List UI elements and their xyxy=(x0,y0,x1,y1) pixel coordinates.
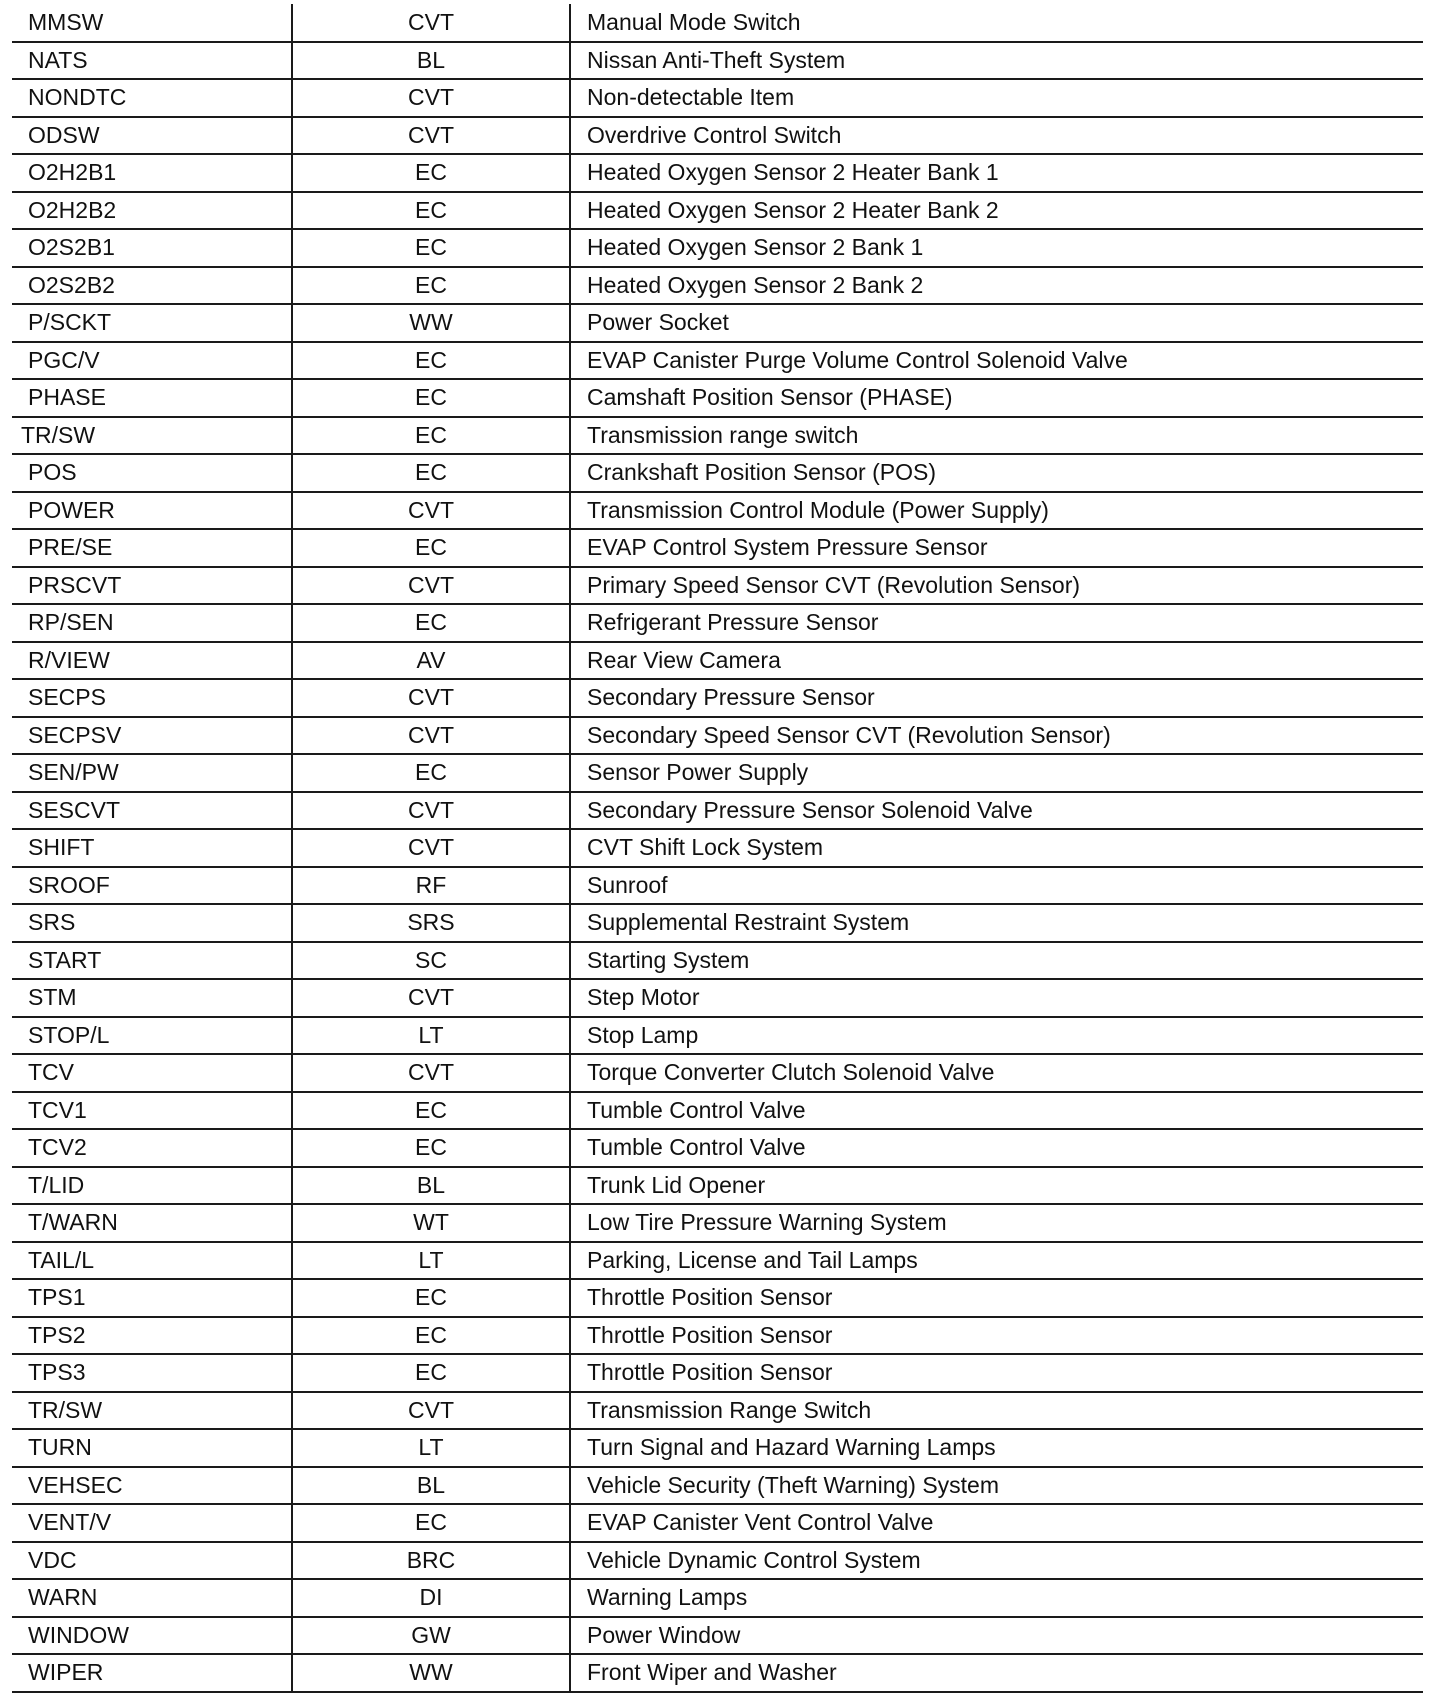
table-row xyxy=(12,417,1423,455)
description-cell: Secondary Pressure Sensor xyxy=(570,679,1423,717)
description-cell: Secondary Pressure Sensor Solenoid Valve xyxy=(570,792,1423,830)
description-cell: Low Tire Pressure Warning System xyxy=(570,1204,1423,1242)
table-row xyxy=(12,342,1423,380)
section-cell: EC xyxy=(292,1504,570,1542)
section-cell: EC xyxy=(292,529,570,567)
section-cell: LT xyxy=(292,1017,570,1055)
abbreviation-cell: O2H2B1 xyxy=(12,154,292,192)
section-cell: BL xyxy=(292,1467,570,1505)
abbreviation-cell: POS xyxy=(12,454,292,492)
table-row xyxy=(12,979,1423,1017)
table-row xyxy=(12,867,1423,905)
description-cell: Trunk Lid Opener xyxy=(570,1167,1423,1205)
abbreviation-cell: WINDOW xyxy=(12,1617,292,1655)
section-cell: CVT xyxy=(292,79,570,117)
table-row xyxy=(12,529,1423,567)
abbreviation-cell: STOP/L xyxy=(12,1017,292,1055)
abbreviation-cell: TR/SW xyxy=(12,417,292,455)
section-cell: EC xyxy=(292,454,570,492)
abbreviation-cell: TR/SW xyxy=(12,1392,292,1430)
abbreviation-cell: R/VIEW xyxy=(12,642,292,680)
section-cell: CVT xyxy=(292,117,570,155)
section-cell: EC xyxy=(292,229,570,267)
description-cell: Transmission range switch xyxy=(570,417,1423,455)
table-row xyxy=(12,79,1423,117)
table-row xyxy=(12,229,1423,267)
section-cell: EC xyxy=(292,604,570,642)
description-cell: Step Motor xyxy=(570,979,1423,1017)
table-row xyxy=(12,1579,1423,1617)
section-cell: WW xyxy=(292,1654,570,1692)
abbreviation-cell: VEHSEC xyxy=(12,1467,292,1505)
abbreviation-cell: TCV2 xyxy=(12,1129,292,1167)
section-cell: GW xyxy=(292,1617,570,1655)
table-row xyxy=(12,904,1423,942)
description-cell: Heated Oxygen Sensor 2 Bank 1 xyxy=(570,229,1423,267)
description-cell: Throttle Position Sensor xyxy=(570,1279,1423,1317)
table-row xyxy=(12,1204,1423,1242)
abbreviation-cell: O2H2B2 xyxy=(12,192,292,230)
section-cell: EC xyxy=(292,192,570,230)
section-cell: LT xyxy=(292,1242,570,1280)
table-row xyxy=(12,117,1423,155)
table-row xyxy=(12,1092,1423,1130)
abbreviation-table xyxy=(12,4,1423,1693)
table-row xyxy=(12,42,1423,80)
section-cell: SC xyxy=(292,942,570,980)
abbreviation-cell: VDC xyxy=(12,1542,292,1580)
description-cell: EVAP Canister Purge Volume Control Solenoid Valve xyxy=(570,342,1423,380)
description-cell: Rear View Camera xyxy=(570,642,1423,680)
table-row xyxy=(12,4,1423,42)
section-cell: CVT xyxy=(292,492,570,530)
table-row xyxy=(12,567,1423,605)
section-cell: WW xyxy=(292,304,570,342)
table-row xyxy=(12,1429,1423,1467)
abbreviation-cell: SRS xyxy=(12,904,292,942)
description-cell: Non-detectable Item xyxy=(570,79,1423,117)
abbreviation-cell: TPS2 xyxy=(12,1317,292,1355)
abbreviation-cell: PRE/SE xyxy=(12,529,292,567)
description-cell: Warning Lamps xyxy=(570,1579,1423,1617)
description-cell: Transmission Control Module (Power Supply) xyxy=(570,492,1423,530)
table-row xyxy=(12,454,1423,492)
abbreviation-cell: NONDTC xyxy=(12,79,292,117)
abbreviation-cell: PRSCVT xyxy=(12,567,292,605)
abbreviation-cell: PHASE xyxy=(12,379,292,417)
section-cell: CVT xyxy=(292,4,570,42)
table-row xyxy=(12,1017,1423,1055)
section-cell: CVT xyxy=(292,1392,570,1430)
abbreviation-cell: O2S2B1 xyxy=(12,229,292,267)
abbreviation-cell: SECPSV xyxy=(12,717,292,755)
section-cell: EC xyxy=(292,754,570,792)
table-row xyxy=(12,754,1423,792)
abbreviation-cell: STM xyxy=(12,979,292,1017)
table-row xyxy=(12,679,1423,717)
abbreviation-cell: WIPER xyxy=(12,1654,292,1692)
section-cell: EC xyxy=(292,417,570,455)
description-cell: Sensor Power Supply xyxy=(570,754,1423,792)
table-row xyxy=(12,1542,1423,1580)
table-row xyxy=(12,1317,1423,1355)
description-cell: Vehicle Dynamic Control System xyxy=(570,1542,1423,1580)
table-row xyxy=(12,192,1423,230)
section-cell: CVT xyxy=(292,1054,570,1092)
table-row xyxy=(12,267,1423,305)
table-row xyxy=(12,304,1423,342)
section-cell: BL xyxy=(292,1167,570,1205)
description-cell: Heated Oxygen Sensor 2 Heater Bank 1 xyxy=(570,154,1423,192)
abbreviation-cell: T/LID xyxy=(12,1167,292,1205)
table-row xyxy=(12,154,1423,192)
table-row xyxy=(12,1167,1423,1205)
description-cell: CVT Shift Lock System xyxy=(570,829,1423,867)
description-cell: Throttle Position Sensor xyxy=(570,1354,1423,1392)
abbreviation-cell: NATS xyxy=(12,42,292,80)
table-row xyxy=(12,1279,1423,1317)
section-cell: CVT xyxy=(292,679,570,717)
section-cell: LT xyxy=(292,1429,570,1467)
table-row xyxy=(12,1054,1423,1092)
abbreviation-cell: TPS1 xyxy=(12,1279,292,1317)
table-row xyxy=(12,604,1423,642)
abbreviation-cell: TCV1 xyxy=(12,1092,292,1130)
description-cell: Manual Mode Switch xyxy=(570,4,1423,42)
section-cell: CVT xyxy=(292,829,570,867)
description-cell: Transmission Range Switch xyxy=(570,1392,1423,1430)
section-cell: AV xyxy=(292,642,570,680)
table-row xyxy=(12,829,1423,867)
description-cell: Primary Speed Sensor CVT (Revolution Sensor) xyxy=(570,567,1423,605)
section-cell: CVT xyxy=(292,979,570,1017)
description-cell: EVAP Canister Vent Control Valve xyxy=(570,1504,1423,1542)
description-cell: Parking, License and Tail Lamps xyxy=(570,1242,1423,1280)
abbreviation-cell: TPS3 xyxy=(12,1354,292,1392)
abbreviation-cell: START xyxy=(12,942,292,980)
section-cell: SRS xyxy=(292,904,570,942)
description-cell: Vehicle Security (Theft Warning) System xyxy=(570,1467,1423,1505)
section-cell: EC xyxy=(292,154,570,192)
description-cell: Secondary Speed Sensor CVT (Revolution Sensor) xyxy=(570,717,1423,755)
section-cell: BRC xyxy=(292,1542,570,1580)
abbreviation-cell: RP/SEN xyxy=(12,604,292,642)
description-cell: Heated Oxygen Sensor 2 Heater Bank 2 xyxy=(570,192,1423,230)
description-cell: Torque Converter Clutch Solenoid Valve xyxy=(570,1054,1423,1092)
description-cell: Throttle Position Sensor xyxy=(570,1317,1423,1355)
table-row xyxy=(12,1392,1423,1430)
section-cell: DI xyxy=(292,1579,570,1617)
section-cell: EC xyxy=(292,379,570,417)
abbreviation-cell: SECPS xyxy=(12,679,292,717)
table-row xyxy=(12,1354,1423,1392)
description-cell: Nissan Anti-Theft System xyxy=(570,42,1423,80)
description-cell: Power Socket xyxy=(570,304,1423,342)
abbreviation-cell: PGC/V xyxy=(12,342,292,380)
description-cell: Starting System xyxy=(570,942,1423,980)
description-cell: Refrigerant Pressure Sensor xyxy=(570,604,1423,642)
table-row xyxy=(12,717,1423,755)
abbreviation-cell: P/SCKT xyxy=(12,304,292,342)
section-cell: EC xyxy=(292,342,570,380)
abbreviation-cell: SESCVT xyxy=(12,792,292,830)
description-cell: Camshaft Position Sensor (PHASE) xyxy=(570,379,1423,417)
section-cell: EC xyxy=(292,267,570,305)
description-cell: Front Wiper and Washer xyxy=(570,1654,1423,1692)
description-cell: Supplemental Restraint System xyxy=(570,904,1423,942)
section-cell: WT xyxy=(292,1204,570,1242)
abbreviation-cell: MMSW xyxy=(12,4,292,42)
description-cell: Tumble Control Valve xyxy=(570,1129,1423,1167)
table-row xyxy=(12,1654,1423,1692)
abbreviation-cell: POWER xyxy=(12,492,292,530)
abbreviation-cell: SROOF xyxy=(12,867,292,905)
description-cell: Heated Oxygen Sensor 2 Bank 2 xyxy=(570,267,1423,305)
abbreviation-cell: ODSW xyxy=(12,117,292,155)
table-row xyxy=(12,642,1423,680)
section-cell: EC xyxy=(292,1354,570,1392)
section-cell: EC xyxy=(292,1129,570,1167)
table-row xyxy=(12,792,1423,830)
section-cell: CVT xyxy=(292,717,570,755)
abbreviation-cell: TURN xyxy=(12,1429,292,1467)
abbreviation-cell: T/WARN xyxy=(12,1204,292,1242)
abbreviation-cell: VENT/V xyxy=(12,1504,292,1542)
description-cell: Power Window xyxy=(570,1617,1423,1655)
description-cell: Crankshaft Position Sensor (POS) xyxy=(570,454,1423,492)
table-body xyxy=(12,4,1423,1692)
section-cell: EC xyxy=(292,1317,570,1355)
abbreviation-cell: TCV xyxy=(12,1054,292,1092)
description-cell: Stop Lamp xyxy=(570,1017,1423,1055)
section-cell: CVT xyxy=(292,792,570,830)
table-row xyxy=(12,1129,1423,1167)
abbreviation-cell: WARN xyxy=(12,1579,292,1617)
description-cell: Tumble Control Valve xyxy=(570,1092,1423,1130)
table-row xyxy=(12,942,1423,980)
abbreviation-cell: O2S2B2 xyxy=(12,267,292,305)
table-row xyxy=(12,1467,1423,1505)
table-row xyxy=(12,1504,1423,1542)
abbreviation-cell: SEN/PW xyxy=(12,754,292,792)
table-row xyxy=(12,492,1423,530)
description-cell: EVAP Control System Pressure Sensor xyxy=(570,529,1423,567)
abbreviation-cell: SHIFT xyxy=(12,829,292,867)
description-cell: Sunroof xyxy=(570,867,1423,905)
table-row xyxy=(12,1617,1423,1655)
abbreviation-cell: TAIL/L xyxy=(12,1242,292,1280)
section-cell: BL xyxy=(292,42,570,80)
section-cell: RF xyxy=(292,867,570,905)
section-cell: EC xyxy=(292,1092,570,1130)
section-cell: CVT xyxy=(292,567,570,605)
section-cell: EC xyxy=(292,1279,570,1317)
description-cell: Overdrive Control Switch xyxy=(570,117,1423,155)
table-row xyxy=(12,379,1423,417)
table-row xyxy=(12,1242,1423,1280)
description-cell: Turn Signal and Hazard Warning Lamps xyxy=(570,1429,1423,1467)
